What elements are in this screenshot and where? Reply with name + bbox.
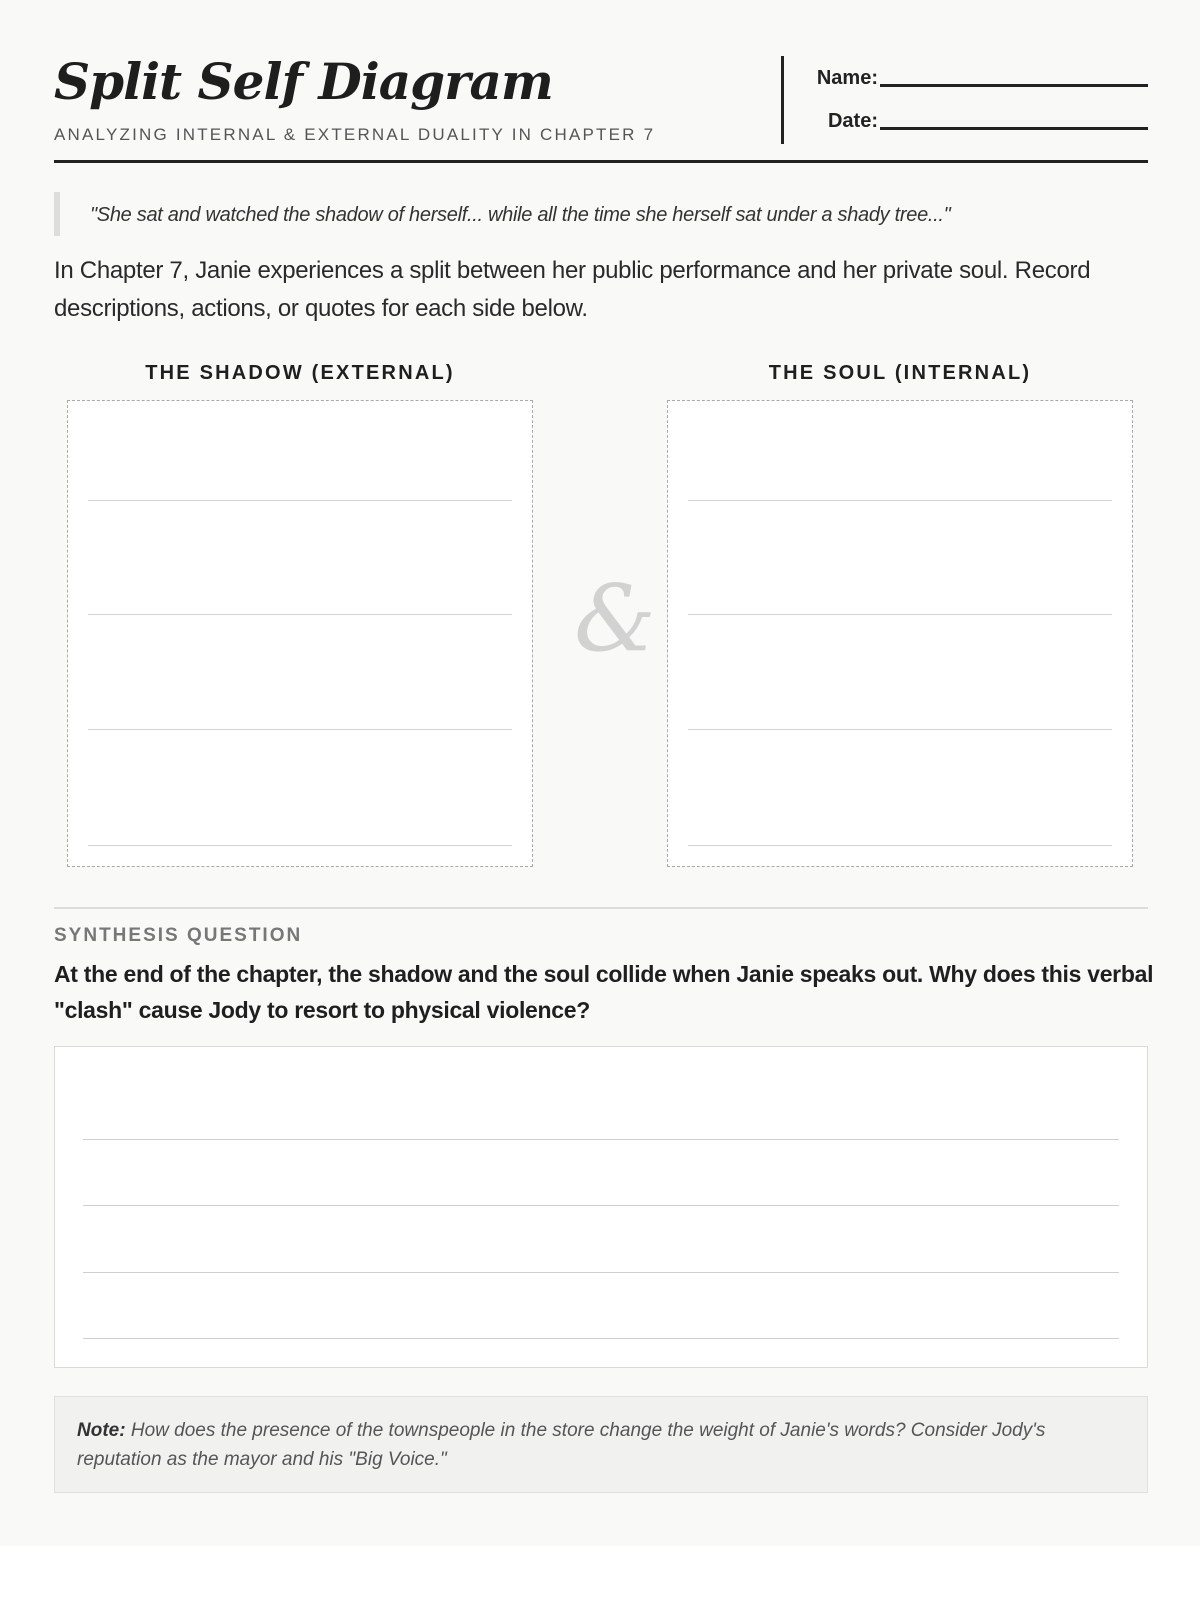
date-label: Date: — [827, 110, 878, 132]
note-text: How does the presence of the townspeople in the store change the weight of Janie's words? Consider Jody's reputation as the mayor and his "Big Voice." — [77, 1420, 1046, 1470]
writing-line — [688, 500, 1112, 501]
page-title: Split Self Diagram — [54, 52, 553, 111]
instructions-text: In Chapter 7, Janie experiences a split between her public performance and her private soul. Record descriptions, actions, or quotes for each side below. — [54, 257, 1091, 322]
name-field[interactable] — [880, 84, 1148, 87]
writing-line — [688, 845, 1112, 846]
writing-line — [688, 729, 1112, 730]
shadow-response-box[interactable] — [67, 400, 533, 867]
note-label: Note: — [77, 1420, 126, 1441]
page-subtitle: ANALYZING INTERNAL & EXTERNAL DUALITY IN CHAPTER 7 — [54, 125, 656, 144]
soul-column-heading: THE SOUL (INTERNAL) — [768, 362, 1032, 384]
quote-bar — [54, 192, 60, 236]
note-box — [54, 1396, 1148, 1493]
epigraph-quote: "She sat and watched the shadow of herself... while all the time she herself sat under a shady tree..." — [90, 204, 951, 226]
ampersand-symbol: & — [574, 565, 656, 672]
synthesis-question: At the end of the chapter, the shadow and the soul collide when Janie speaks out. Why does this verbal "clash" cause Jody to resort to physical violence? — [54, 961, 1154, 1023]
shadow-column-heading: THE SHADOW (EXTERNAL) — [145, 362, 455, 384]
writing-line — [83, 1272, 1119, 1273]
soul-response-box[interactable] — [667, 400, 1133, 867]
writing-line — [83, 1205, 1119, 1206]
writing-line — [688, 614, 1112, 615]
header-rule — [54, 160, 1148, 163]
section-divider — [54, 907, 1148, 909]
writing-line — [88, 845, 512, 846]
synthesis-label: SYNTHESIS QUESTION — [54, 925, 303, 946]
name-label: Name: — [816, 67, 878, 89]
writing-line — [88, 729, 512, 730]
writing-line — [83, 1139, 1119, 1140]
date-field[interactable] — [880, 127, 1148, 130]
writing-line — [88, 614, 512, 615]
writing-line — [83, 1338, 1119, 1339]
synthesis-answer-box[interactable] — [54, 1046, 1148, 1368]
writing-line — [88, 500, 512, 501]
